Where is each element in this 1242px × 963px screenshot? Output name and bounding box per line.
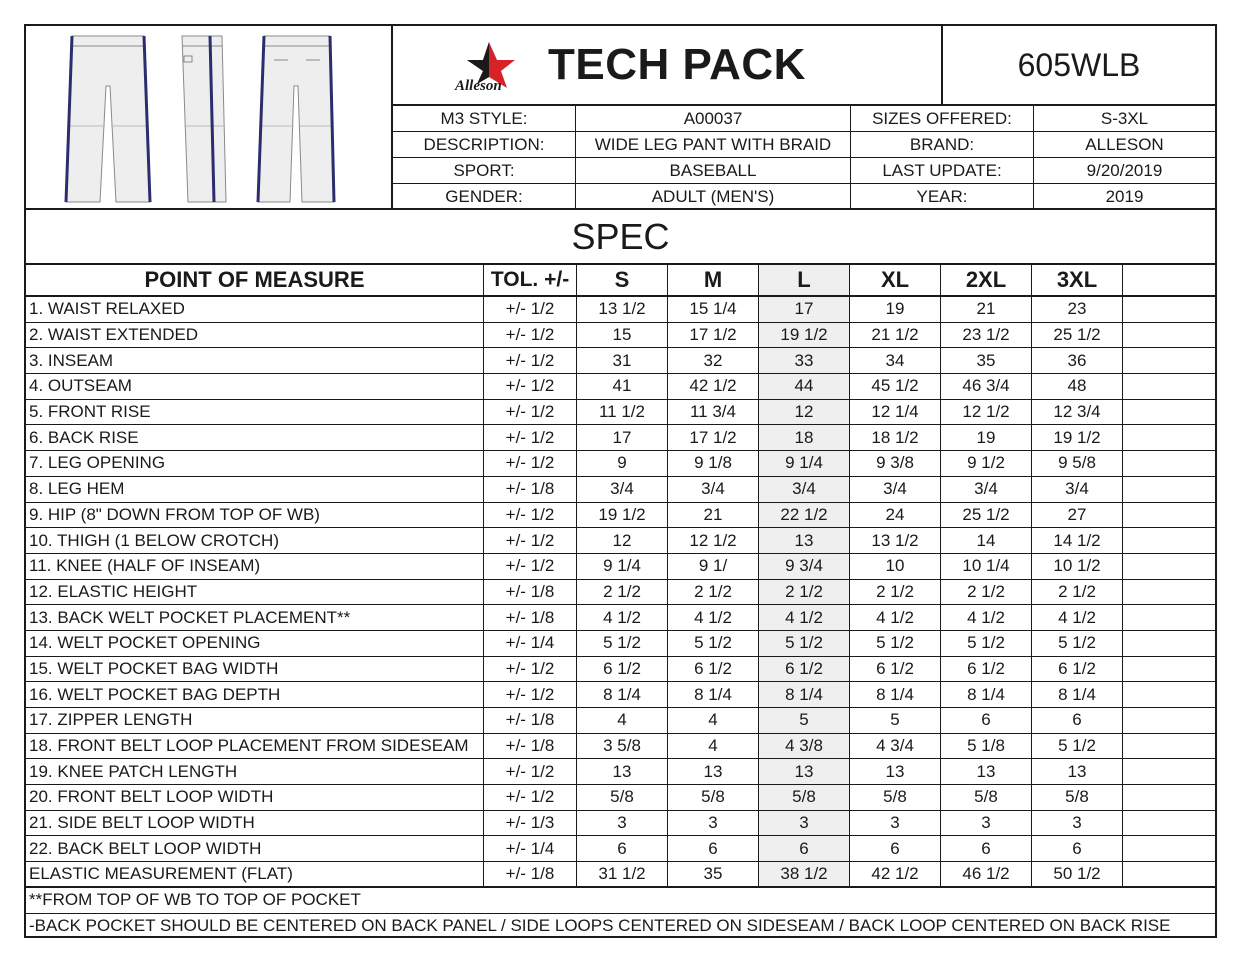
tolerance: +/- 1/8 xyxy=(484,477,577,502)
table-row xyxy=(26,400,1215,426)
size-value: 9 1/8 xyxy=(668,451,759,476)
size-value: 3 5/8 xyxy=(577,734,668,759)
table-row xyxy=(26,554,1215,580)
size-value: 2 1/2 xyxy=(759,580,850,605)
info-row xyxy=(393,106,1215,132)
tolerance: +/- 1/2 xyxy=(484,374,577,399)
table-row xyxy=(26,657,1215,683)
size-value: 22 1/2 xyxy=(759,503,850,528)
column-header: POINT OF MEASURE xyxy=(26,265,484,295)
size-value: 11 3/4 xyxy=(668,400,759,425)
size-value: 17 1/2 xyxy=(668,425,759,450)
tolerance: +/- 1/2 xyxy=(484,528,577,553)
size-value: 4 1/2 xyxy=(850,605,941,630)
size-value: 4 1/2 xyxy=(577,605,668,630)
table-row xyxy=(26,580,1215,606)
table-row xyxy=(26,785,1215,811)
point-of-measure: 4. OUTSEAM xyxy=(26,374,484,399)
size-value: 5/8 xyxy=(941,785,1032,810)
size-value: 5 1/2 xyxy=(941,631,1032,656)
size-value: 42 1/2 xyxy=(850,862,941,886)
size-value: 6 1/2 xyxy=(850,657,941,682)
info-label: YEAR: xyxy=(851,184,1034,210)
table-row xyxy=(26,348,1215,374)
size-value: 6 1/2 xyxy=(759,657,850,682)
size-value: 8 1/4 xyxy=(668,682,759,707)
size-value: 6 1/2 xyxy=(577,657,668,682)
size-value: 8 1/4 xyxy=(941,682,1032,707)
size-value: 36 xyxy=(1032,348,1123,373)
size-value: 2 1/2 xyxy=(941,580,1032,605)
size-value: 35 xyxy=(941,348,1032,373)
size-value: 3/4 xyxy=(668,477,759,502)
size-value: 9 1/4 xyxy=(759,451,850,476)
size-value: 9 3/4 xyxy=(759,554,850,579)
size-value: 13 xyxy=(577,759,668,784)
pant-flat-sketch-icon xyxy=(26,26,391,208)
size-value: 4 1/2 xyxy=(941,605,1032,630)
size-value: 13 1/2 xyxy=(850,528,941,553)
tech-pack-sheet xyxy=(24,24,1217,938)
size-value: 2 1/2 xyxy=(850,580,941,605)
point-of-measure: 8. LEG HEM xyxy=(26,477,484,502)
size-value: 6 xyxy=(941,708,1032,733)
info-row xyxy=(393,132,1215,158)
size-value: 46 3/4 xyxy=(941,374,1032,399)
info-row xyxy=(393,184,1215,210)
tolerance: +/- 1/3 xyxy=(484,811,577,836)
tolerance: +/- 1/2 xyxy=(484,657,577,682)
size-value: 9 3/8 xyxy=(850,451,941,476)
info-label: LAST UPDATE: xyxy=(851,158,1034,184)
tolerance: +/- 1/2 xyxy=(484,323,577,348)
spec-table xyxy=(26,265,1215,939)
tolerance: +/- 1/4 xyxy=(484,836,577,861)
size-value: 12 1/4 xyxy=(850,400,941,425)
point-of-measure: 17. ZIPPER LENGTH xyxy=(26,708,484,733)
point-of-measure: 1. WAIST RELAXED xyxy=(26,297,484,322)
column-header: S xyxy=(577,265,668,295)
size-value: 13 xyxy=(850,759,941,784)
size-value: 42 1/2 xyxy=(668,374,759,399)
size-value: 21 xyxy=(941,297,1032,322)
size-value: 5 1/2 xyxy=(668,631,759,656)
size-value: 6 xyxy=(759,836,850,861)
size-value: 3/4 xyxy=(850,477,941,502)
size-value: 41 xyxy=(577,374,668,399)
size-value: 10 1/2 xyxy=(1032,554,1123,579)
size-value: 13 xyxy=(1032,759,1123,784)
info-value: S-3XL xyxy=(1034,106,1215,132)
size-value: 34 xyxy=(850,348,941,373)
empty-cell xyxy=(1123,554,1213,579)
size-value: 25 1/2 xyxy=(941,503,1032,528)
size-value: 3/4 xyxy=(577,477,668,502)
size-value: 19 xyxy=(941,425,1032,450)
style-code: 605WLB xyxy=(943,26,1215,106)
table-row xyxy=(26,811,1215,837)
column-header: 2XL xyxy=(941,265,1032,295)
table-row xyxy=(26,503,1215,529)
empty-cell xyxy=(1123,862,1213,886)
size-value: 6 xyxy=(1032,708,1123,733)
info-value: WIDE LEG PANT WITH BRAID xyxy=(576,132,851,158)
size-value: 4 xyxy=(668,734,759,759)
size-value: 13 xyxy=(759,759,850,784)
info-value: BASEBALL xyxy=(576,158,851,184)
table-row xyxy=(26,836,1215,862)
alleson-logo xyxy=(453,38,533,96)
size-value: 3 xyxy=(577,811,668,836)
point-of-measure: 11. KNEE (HALF OF INSEAM) xyxy=(26,554,484,579)
column-header: XL xyxy=(850,265,941,295)
tolerance: +/- 1/2 xyxy=(484,400,577,425)
size-value: 17 xyxy=(759,297,850,322)
size-value: 32 xyxy=(668,348,759,373)
empty-cell xyxy=(1123,580,1213,605)
size-value: 17 1/2 xyxy=(668,323,759,348)
tolerance: +/- 1/8 xyxy=(484,605,577,630)
size-value: 8 1/4 xyxy=(577,682,668,707)
size-value: 5 1/2 xyxy=(1032,734,1123,759)
point-of-measure: 7. LEG OPENING xyxy=(26,451,484,476)
size-value: 21 xyxy=(668,503,759,528)
table-row xyxy=(26,477,1215,503)
info-row xyxy=(393,158,1215,184)
empty-cell xyxy=(1123,759,1213,784)
column-header xyxy=(1123,265,1213,295)
tolerance: +/- 1/2 xyxy=(484,451,577,476)
size-value: 12 1/2 xyxy=(668,528,759,553)
size-value: 2 1/2 xyxy=(668,580,759,605)
point-of-measure: ELASTIC MEASUREMENT (FLAT) xyxy=(26,862,484,886)
size-value: 5 xyxy=(759,708,850,733)
size-value: 3 xyxy=(668,811,759,836)
size-value: 31 xyxy=(577,348,668,373)
size-value: 13 xyxy=(941,759,1032,784)
point-of-measure: 21. SIDE BELT LOOP WIDTH xyxy=(26,811,484,836)
empty-cell xyxy=(1123,528,1213,553)
point-of-measure: 6. BACK RISE xyxy=(26,425,484,450)
size-value: 9 1/4 xyxy=(577,554,668,579)
size-value: 38 1/2 xyxy=(759,862,850,886)
size-value: 12 xyxy=(577,528,668,553)
size-value: 21 1/2 xyxy=(850,323,941,348)
column-header: TOL. +/- xyxy=(484,265,577,295)
info-grid xyxy=(393,106,1215,210)
empty-cell xyxy=(1123,605,1213,630)
size-value: 27 xyxy=(1032,503,1123,528)
size-value: 5 1/2 xyxy=(1032,631,1123,656)
info-value: 2019 xyxy=(1105,187,1144,206)
size-value: 14 1/2 xyxy=(1032,528,1123,553)
size-value: 5/8 xyxy=(577,785,668,810)
table-row xyxy=(26,323,1215,349)
empty-cell xyxy=(1123,348,1213,373)
point-of-measure: 2. WAIST EXTENDED xyxy=(26,323,484,348)
size-value: 13 1/2 xyxy=(577,297,668,322)
size-value: 5 1/8 xyxy=(941,734,1032,759)
size-value: 9 1/ xyxy=(668,554,759,579)
size-value: 9 1/2 xyxy=(941,451,1032,476)
size-value: 10 xyxy=(850,554,941,579)
title-panel xyxy=(393,26,943,106)
empty-cell xyxy=(1123,836,1213,861)
size-value: 19 1/2 xyxy=(759,323,850,348)
size-value: 18 1/2 xyxy=(850,425,941,450)
size-value: 33 xyxy=(759,348,850,373)
size-value: 3 xyxy=(941,811,1032,836)
size-value: 5 1/2 xyxy=(577,631,668,656)
size-value: 10 1/4 xyxy=(941,554,1032,579)
info-value: ALLESON xyxy=(1034,132,1215,158)
empty-cell xyxy=(1123,631,1213,656)
size-value: 12 3/4 xyxy=(1032,400,1123,425)
size-value: 9 xyxy=(577,451,668,476)
size-value: 3/4 xyxy=(759,477,850,502)
info-value: ADULT (MEN'S) xyxy=(576,184,851,210)
point-of-measure: 12. ELASTIC HEIGHT xyxy=(26,580,484,605)
tolerance: +/- 1/8 xyxy=(484,580,577,605)
size-value: 11 1/2 xyxy=(577,400,668,425)
size-value: 8 1/4 xyxy=(759,682,850,707)
column-header: L xyxy=(759,265,850,295)
tolerance: +/- 1/2 xyxy=(484,785,577,810)
column-header: M xyxy=(668,265,759,295)
table-row xyxy=(26,734,1215,760)
table-row xyxy=(26,605,1215,631)
empty-cell xyxy=(1123,425,1213,450)
size-value: 5 xyxy=(850,708,941,733)
tolerance: +/- 1/8 xyxy=(484,862,577,886)
tolerance: +/- 1/2 xyxy=(484,348,577,373)
page-title: TECH PACK xyxy=(548,40,806,89)
point-of-measure: 5. FRONT RISE xyxy=(26,400,484,425)
size-value: 3 xyxy=(759,811,850,836)
size-value: 6 1/2 xyxy=(668,657,759,682)
table-row xyxy=(26,528,1215,554)
size-value: 5 1/2 xyxy=(850,631,941,656)
size-value: 3/4 xyxy=(941,477,1032,502)
footnote: **FROM TOP OF WB TO TOP OF POCKET xyxy=(26,888,1215,914)
tolerance: +/- 1/2 xyxy=(484,682,577,707)
table-row xyxy=(26,862,1215,888)
size-value: 46 1/2 xyxy=(941,862,1032,886)
size-value: 23 xyxy=(1032,297,1123,322)
empty-cell xyxy=(1123,503,1213,528)
size-value: 4 3/8 xyxy=(759,734,850,759)
point-of-measure: 9. HIP (8" DOWN FROM TOP OF WB) xyxy=(26,503,484,528)
info-label: SPORT: xyxy=(393,158,576,184)
size-value: 3/4 xyxy=(1032,477,1123,502)
size-value: 6 xyxy=(850,836,941,861)
tolerance: +/- 1/2 xyxy=(484,759,577,784)
tolerance: +/- 1/2 xyxy=(484,503,577,528)
info-label: M3 STYLE: xyxy=(393,106,576,132)
size-value: 5/8 xyxy=(850,785,941,810)
tolerance: +/- 1/2 xyxy=(484,554,577,579)
size-value: 4 1/2 xyxy=(759,605,850,630)
point-of-measure: 18. FRONT BELT LOOP PLACEMENT FROM SIDESEAM xyxy=(26,734,484,759)
size-value: 19 1/2 xyxy=(577,503,668,528)
size-value: 19 1/2 xyxy=(1032,425,1123,450)
point-of-measure: 13. BACK WELT POCKET PLACEMENT** xyxy=(26,605,484,630)
size-value: 6 xyxy=(1032,836,1123,861)
table-row xyxy=(26,631,1215,657)
table-row xyxy=(26,297,1215,323)
footnote: -BACK POCKET SHOULD BE CENTERED ON BACK PANEL / SIDE LOOPS CENTERED ON SIDESEAM / BACK LOOP CENTERED ON BACK RISE xyxy=(29,916,1171,936)
empty-cell xyxy=(1123,682,1213,707)
size-value: 6 xyxy=(577,836,668,861)
info-label: GENDER: xyxy=(393,184,576,210)
point-of-measure: 15. WELT POCKET BAG WIDTH xyxy=(26,657,484,682)
tolerance: +/- 1/8 xyxy=(484,734,577,759)
size-value: 13 xyxy=(759,528,850,553)
size-value: 2 1/2 xyxy=(1032,580,1123,605)
empty-cell xyxy=(1123,708,1213,733)
empty-cell xyxy=(1123,374,1213,399)
point-of-measure: 20. FRONT BELT LOOP WIDTH xyxy=(26,785,484,810)
size-value: 25 1/2 xyxy=(1032,323,1123,348)
empty-cell xyxy=(1123,297,1213,322)
size-value: 6 xyxy=(941,836,1032,861)
size-value: 4 3/4 xyxy=(850,734,941,759)
empty-cell xyxy=(1123,477,1213,502)
size-value: 17 xyxy=(577,425,668,450)
size-value: 6 1/2 xyxy=(1032,657,1123,682)
info-value: 9/20/2019 xyxy=(1034,158,1215,184)
table-row xyxy=(26,759,1215,785)
empty-cell xyxy=(1123,785,1213,810)
size-value: 9 5/8 xyxy=(1032,451,1123,476)
size-value: 50 1/2 xyxy=(1032,862,1123,886)
tolerance: +/- 1/2 xyxy=(484,425,577,450)
size-value: 5/8 xyxy=(759,785,850,810)
point-of-measure: 19. KNEE PATCH LENGTH xyxy=(26,759,484,784)
size-value: 4 xyxy=(577,708,668,733)
size-value: 45 1/2 xyxy=(850,374,941,399)
empty-cell xyxy=(1123,734,1213,759)
size-value: 12 xyxy=(759,400,850,425)
size-value: 8 1/4 xyxy=(1032,682,1123,707)
size-value: 3 xyxy=(1032,811,1123,836)
size-value: 18 xyxy=(759,425,850,450)
size-value: 15 xyxy=(577,323,668,348)
size-value: 4 xyxy=(668,708,759,733)
tolerance: +/- 1/4 xyxy=(484,631,577,656)
empty-cell xyxy=(1123,400,1213,425)
size-value: 12 1/2 xyxy=(941,400,1032,425)
point-of-measure: 3. INSEAM xyxy=(26,348,484,373)
column-header: 3XL xyxy=(1032,265,1123,295)
info-label: SIZES OFFERED: xyxy=(851,106,1034,132)
size-value: 4 1/2 xyxy=(1032,605,1123,630)
size-value: 48 xyxy=(1032,374,1123,399)
size-value: 6 xyxy=(668,836,759,861)
info-label: BRAND: xyxy=(851,132,1034,158)
size-value: 5/8 xyxy=(1032,785,1123,810)
table-row xyxy=(26,374,1215,400)
tolerance: +/- 1/8 xyxy=(484,708,577,733)
size-value: 15 1/4 xyxy=(668,297,759,322)
point-of-measure: 22. BACK BELT LOOP WIDTH xyxy=(26,836,484,861)
size-value: 4 1/2 xyxy=(668,605,759,630)
size-value: 8 1/4 xyxy=(850,682,941,707)
size-value: 5/8 xyxy=(668,785,759,810)
empty-cell xyxy=(1123,811,1213,836)
empty-cell xyxy=(1123,323,1213,348)
size-value: 24 xyxy=(850,503,941,528)
size-value: 6 1/2 xyxy=(941,657,1032,682)
empty-cell xyxy=(1123,657,1213,682)
size-value: 14 xyxy=(941,528,1032,553)
point-of-measure: 16. WELT POCKET BAG DEPTH xyxy=(26,682,484,707)
size-value: 35 xyxy=(668,862,759,886)
size-value: 2 1/2 xyxy=(577,580,668,605)
table-row xyxy=(26,425,1215,451)
tolerance: +/- 1/2 xyxy=(484,297,577,322)
point-of-measure: 14. WELT POCKET OPENING xyxy=(26,631,484,656)
empty-cell xyxy=(1123,451,1213,476)
size-value: 13 xyxy=(668,759,759,784)
spec-title: SPEC xyxy=(26,210,1215,265)
size-value: 3 xyxy=(850,811,941,836)
info-value: A00037 xyxy=(576,106,851,132)
size-value: 44 xyxy=(759,374,850,399)
spec-header-row xyxy=(26,265,1215,297)
size-value: 5 1/2 xyxy=(759,631,850,656)
table-row xyxy=(26,451,1215,477)
point-of-measure: 10. THIGH (1 BELOW CROTCH) xyxy=(26,528,484,553)
size-value: 19 xyxy=(850,297,941,322)
size-value: 31 1/2 xyxy=(577,862,668,886)
table-row xyxy=(26,682,1215,708)
size-value: 23 1/2 xyxy=(941,323,1032,348)
table-row xyxy=(26,708,1215,734)
svg-text:Alleson: Alleson xyxy=(455,78,502,94)
info-label: DESCRIPTION: xyxy=(393,132,576,158)
pant-sketch-panel xyxy=(26,26,393,210)
